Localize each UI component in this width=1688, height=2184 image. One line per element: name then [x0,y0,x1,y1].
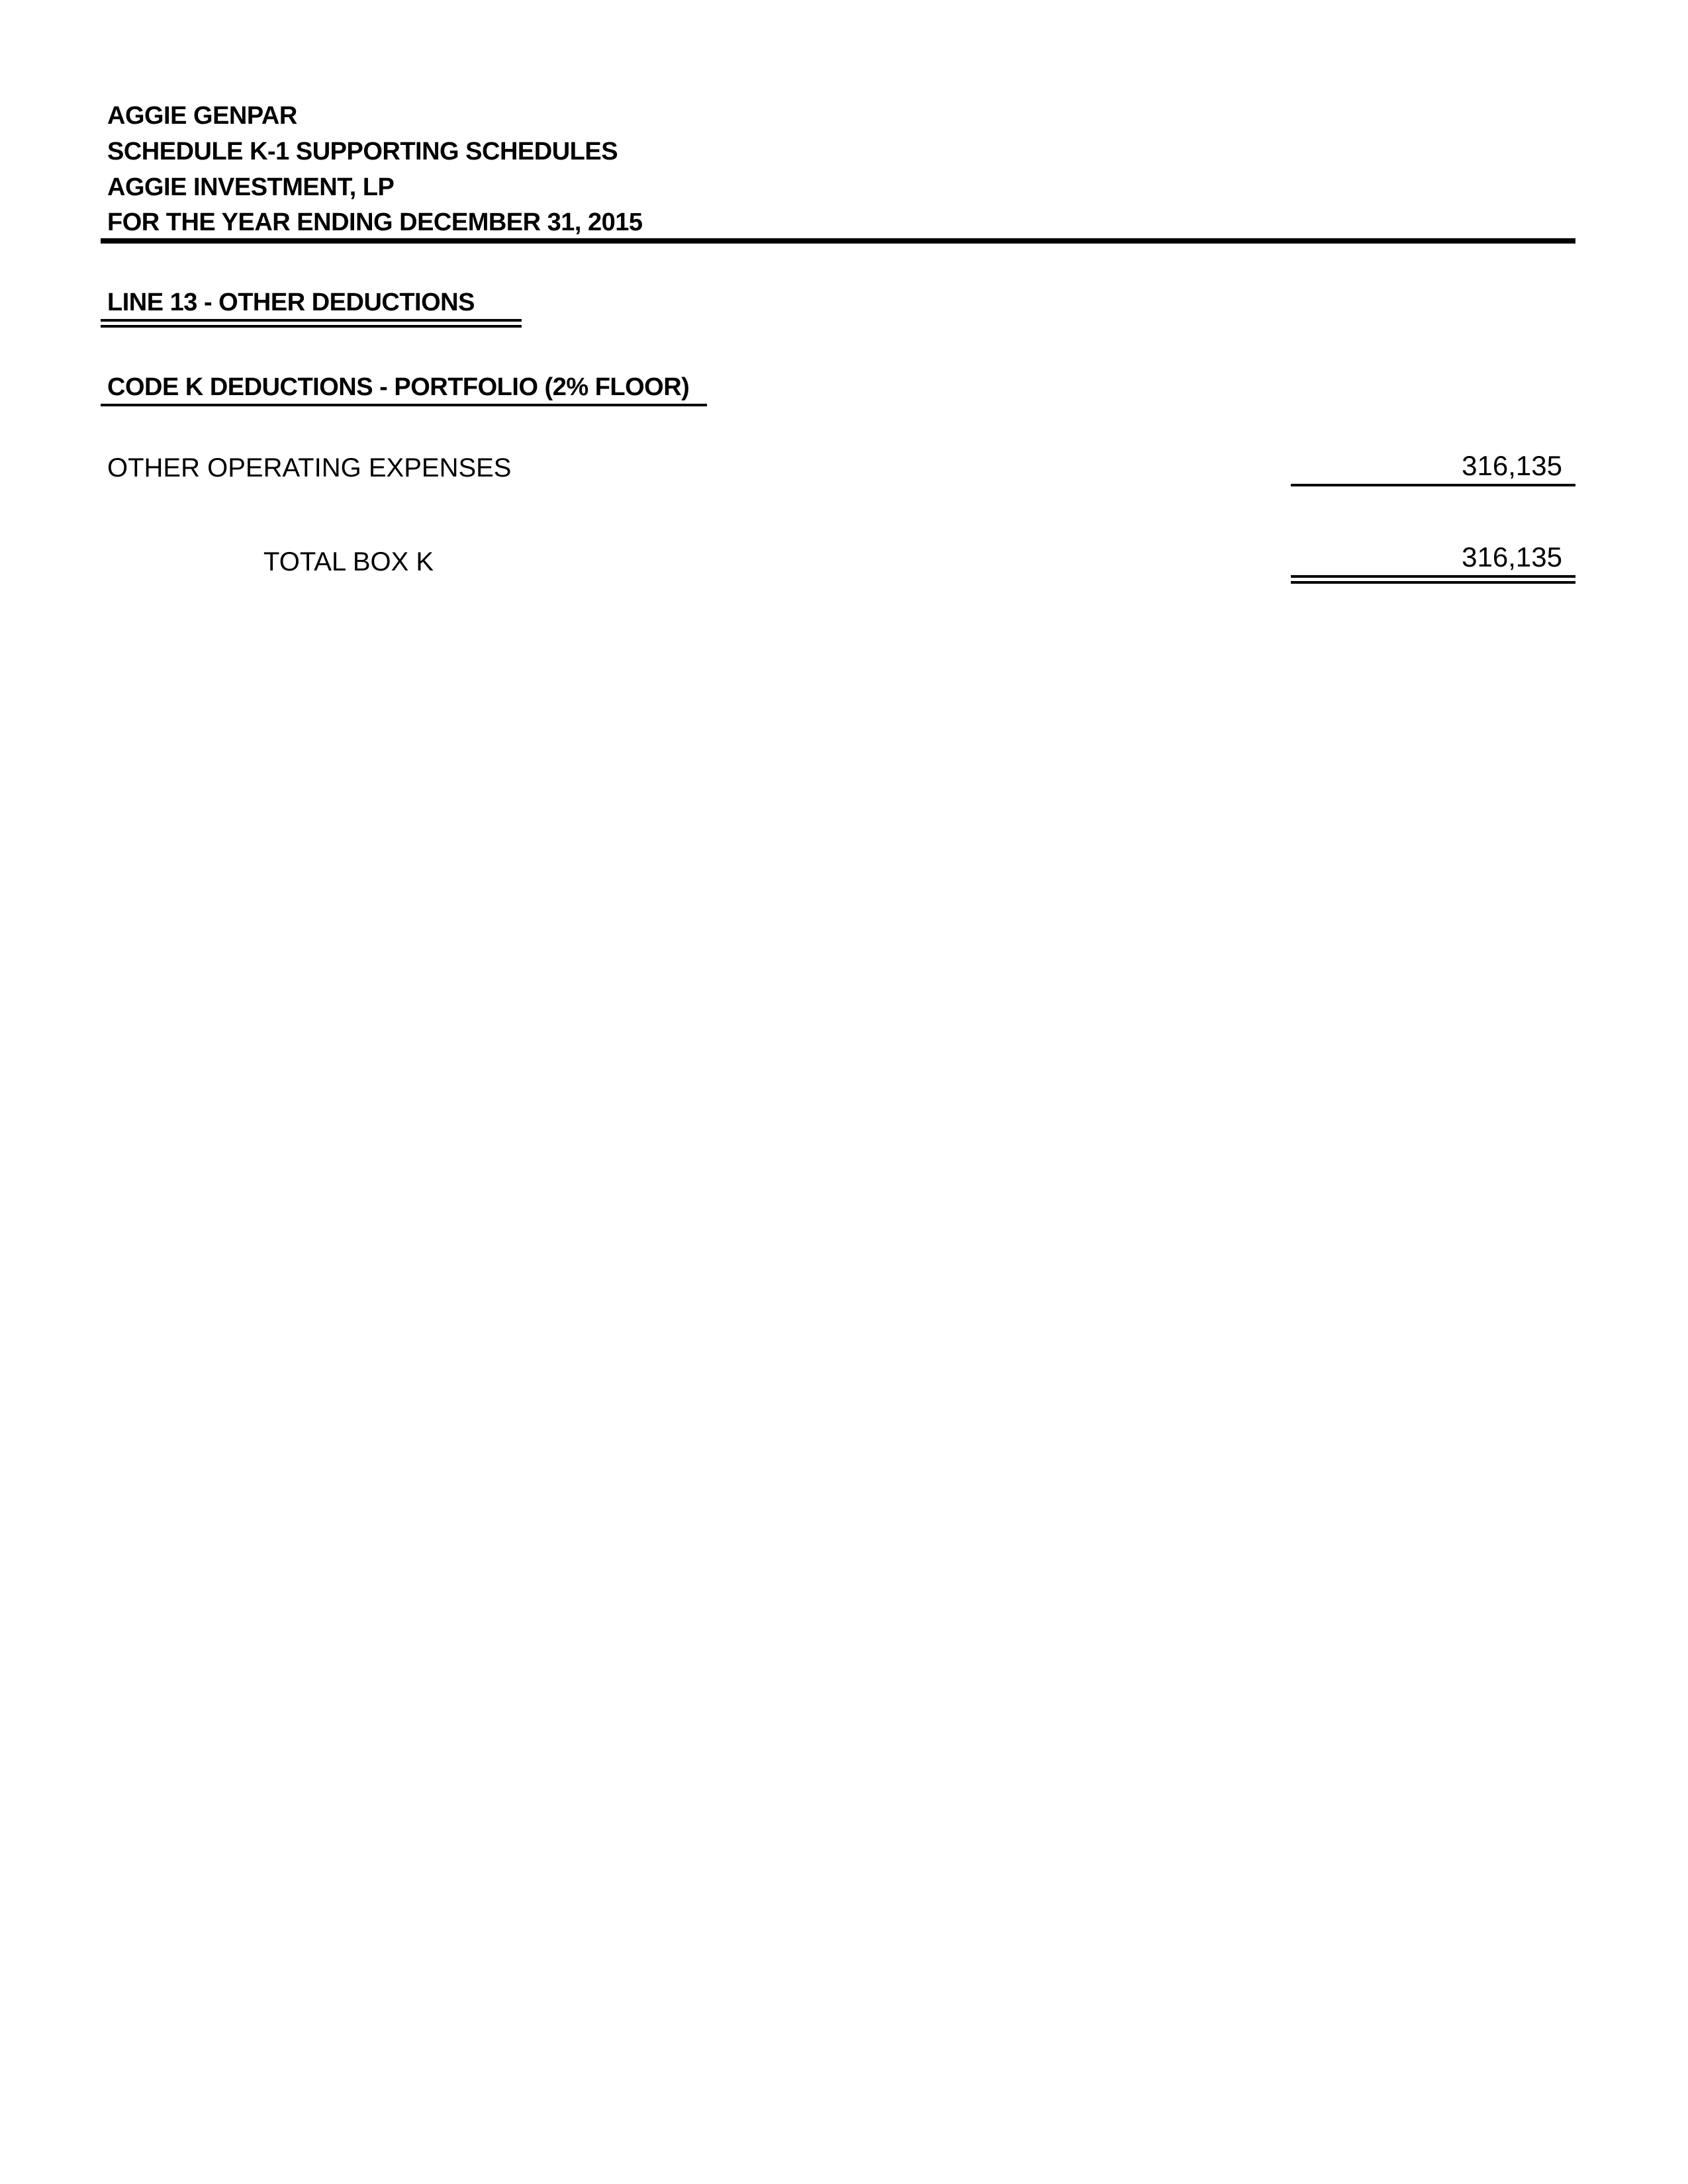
row-value-underline [1291,484,1575,486]
company-name: AGGIE GENPAR [107,102,297,130]
entity-name: AGGIE INVESTMENT, LP [107,173,395,201]
row-label: OTHER OPERATING EXPENSES [107,453,512,482]
period-label: FOR THE YEAR ENDING DECEMBER 31, 2015 [107,208,643,236]
total-value: 316,135 [1462,541,1562,572]
section-title-underline-2 [101,325,522,328]
total-label: TOTAL BOX K [263,547,434,576]
section-title: LINE 13 - OTHER DEDUCTIONS [107,289,475,316]
document-title: SCHEDULE K-1 SUPPORTING SCHEDULES [107,138,618,165]
row-value: 316,135 [1462,450,1562,481]
total-value-underline-2 [1291,581,1575,584]
section-title-underline-1 [101,319,522,322]
header-rule [101,238,1575,244]
total-value-underline-1 [1291,575,1575,578]
section-subtitle-underline [101,404,707,406]
section-subtitle: CODE K DEDUCTIONS - PORTFOLIO (2% FLOOR) [107,373,690,401]
